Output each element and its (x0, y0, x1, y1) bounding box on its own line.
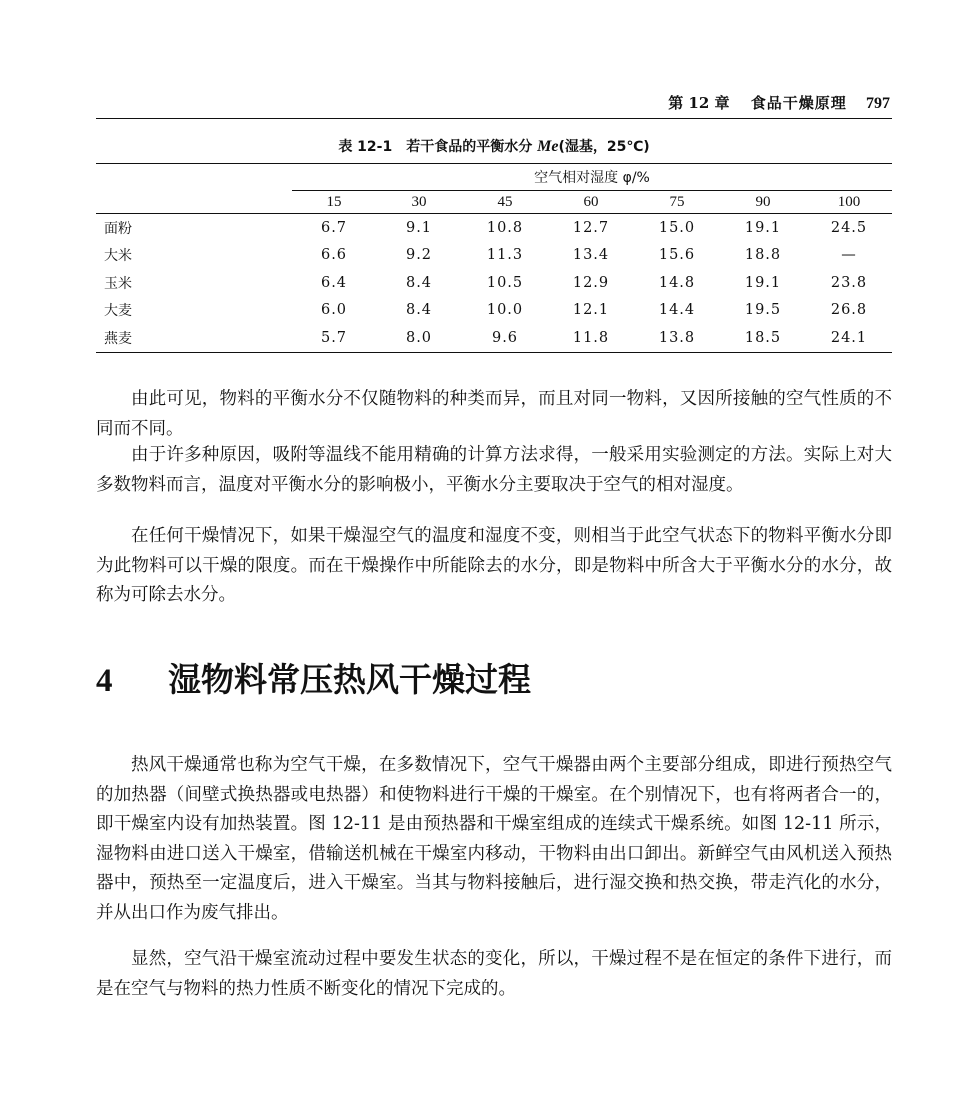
table-row (96, 324, 892, 352)
running-head (668, 92, 890, 113)
moisture-value-cell: 5.7 (320, 329, 348, 346)
table-caption-text: 若干食品的平衡水分 (406, 139, 538, 155)
food-name-cell: 燕麦 (104, 330, 132, 347)
moisture-value-cell: 8.0 (405, 329, 433, 346)
body-paragraph: 显然，空气沿干燥室流动过程中要发生状态的变化，所以，干燥过程不是在恒定的条件下进行，而是在空气与物料的热力性质不断变化的情况下完成的。 (96, 949, 892, 999)
moisture-value-cell: — (841, 247, 857, 264)
equilibrium-moisture-table (96, 163, 892, 353)
moisture-value-cell: 11.3 (486, 247, 524, 264)
body-paragraph: 由于许多种原因，吸附等温线不能用精确的计算方法求得，一般采用实验测定的方法。实际上对大多数物料而言，温度对平衡水分的影响极小，平衡水分主要取决于空气的相对湿度。 (96, 445, 892, 495)
moisture-value-cell: 6.0 (320, 302, 348, 319)
body-paragraph: 热风干燥通常也称为空气干燥，在多数情况下，空气干燥器由两个主要部分组成，即进行预热空气的加热器（间壁式换热器或电热器）和使物料进行干燥的干燥室。在个别情况下，也有将两者合一的，即干燥室内设有加热装置。图 12-11 是由预热器和干燥室组成的连续式干燥系统。如图 12-11 所示，湿物料由进口送入干燥室，借输送机械在干燥室内移动，干物料由出口卸出。新鲜空气由风机送入预热器中，预热至一定温度后，进入干燥室。当其与物料接触后，进行湿交换和热交换，带走汽化的水分，并从出口作为废气排出。 (96, 755, 892, 923)
table-caption-suffix: (湿基，25℃) (558, 139, 650, 155)
humidity-level-header: 60 (583, 193, 599, 210)
table-caption (96, 136, 892, 156)
table-row (96, 242, 892, 270)
humidity-level-header: 45 (497, 193, 513, 210)
humidity-header-row (96, 191, 892, 214)
moisture-value-cell: 23.8 (830, 274, 868, 291)
humidity-level-header: 100 (837, 193, 861, 210)
table-row (96, 297, 892, 325)
moisture-value-cell: 14.4 (658, 302, 696, 319)
moisture-value-cell: 10.5 (486, 274, 524, 291)
moisture-value-cell: 24.1 (830, 329, 868, 346)
moisture-value-cell: 11.8 (572, 329, 610, 346)
humidity-group-header: 空气相对湿度 φ/% (292, 164, 892, 191)
table-corner-cell (96, 164, 292, 191)
moisture-value-cell: 15.0 (658, 219, 696, 236)
moisture-value-cell: 19.1 (744, 274, 782, 291)
moisture-value-cell: 8.4 (405, 274, 433, 291)
body-paragraph: 由此可见，物料的平衡水分不仅随物料的种类而异，而且对同一物料，又因所接触的空气性质的不同而不同。 (96, 389, 892, 439)
moisture-value-cell: 19.1 (744, 219, 782, 236)
chapter-title: 食品干燥原理 (750, 94, 847, 112)
moisture-value-cell: 6.4 (320, 274, 348, 291)
humidity-level-header: 15 (326, 193, 342, 210)
moisture-value-cell: 12.9 (572, 274, 610, 291)
moisture-value-cell: 6.6 (320, 247, 348, 264)
moisture-value-cell: 6.7 (320, 219, 348, 236)
moisture-value-cell: 10.8 (486, 219, 524, 236)
moisture-value-cell: 12.7 (572, 219, 610, 236)
food-name-cell: 大米 (104, 248, 132, 265)
page-header (96, 92, 892, 119)
table-row (96, 269, 892, 297)
body-paragraph: 在任何干燥情况下，如果干燥湿空气的温度和湿度不变，则相当于此空气状态下的物料平衡水分即为此物料可以干燥的限度。而在干燥操作中所能除去的水分，即是物料中所含大于平衡水分的水分，故称为可除去水分。 (96, 526, 892, 605)
moisture-value-cell: 10.0 (486, 302, 524, 319)
moisture-value-cell: 8.4 (405, 302, 433, 319)
moisture-value-cell: 9.2 (405, 247, 433, 264)
table-group-header-row (96, 164, 892, 191)
moisture-value-cell: 14.8 (658, 274, 696, 291)
page-number: 797 (866, 95, 890, 112)
table-body (96, 214, 892, 353)
section-number: 4 (96, 663, 113, 699)
moisture-symbol (537, 138, 558, 155)
moisture-value-cell: 18.5 (744, 329, 782, 346)
table-corner-cell (96, 191, 292, 214)
moisture-value-cell: 24.5 (830, 219, 868, 236)
moisture-value-cell: 15.6 (658, 247, 696, 264)
humidity-level-header: 90 (755, 193, 771, 210)
moisture-value-cell: 9.1 (405, 219, 433, 236)
humidity-level-header: 75 (669, 193, 685, 210)
chapter-label: 第 12 章 (668, 94, 730, 112)
table-number: 表 12-1 (338, 139, 393, 155)
food-name-cell: 面粉 (104, 220, 132, 237)
moisture-value-cell: 9.6 (491, 329, 519, 346)
moisture-value-cell: 18.8 (744, 247, 782, 264)
moisture-value-cell: 26.8 (830, 302, 868, 319)
moisture-value-cell: 19.5 (744, 302, 782, 319)
section-title: 湿物料常压热风干燥过程 (168, 660, 531, 699)
table-row (96, 214, 892, 242)
moisture-value-cell: 13.8 (658, 329, 696, 346)
moisture-value-cell: 13.4 (572, 247, 610, 264)
section-heading (96, 654, 531, 701)
food-name-cell: 玉米 (104, 275, 132, 292)
moisture-symbol-text: Me (537, 138, 559, 155)
moisture-value-cell: 12.1 (572, 302, 610, 319)
food-name-cell: 大麦 (104, 303, 132, 320)
humidity-level-header: 30 (411, 193, 427, 210)
